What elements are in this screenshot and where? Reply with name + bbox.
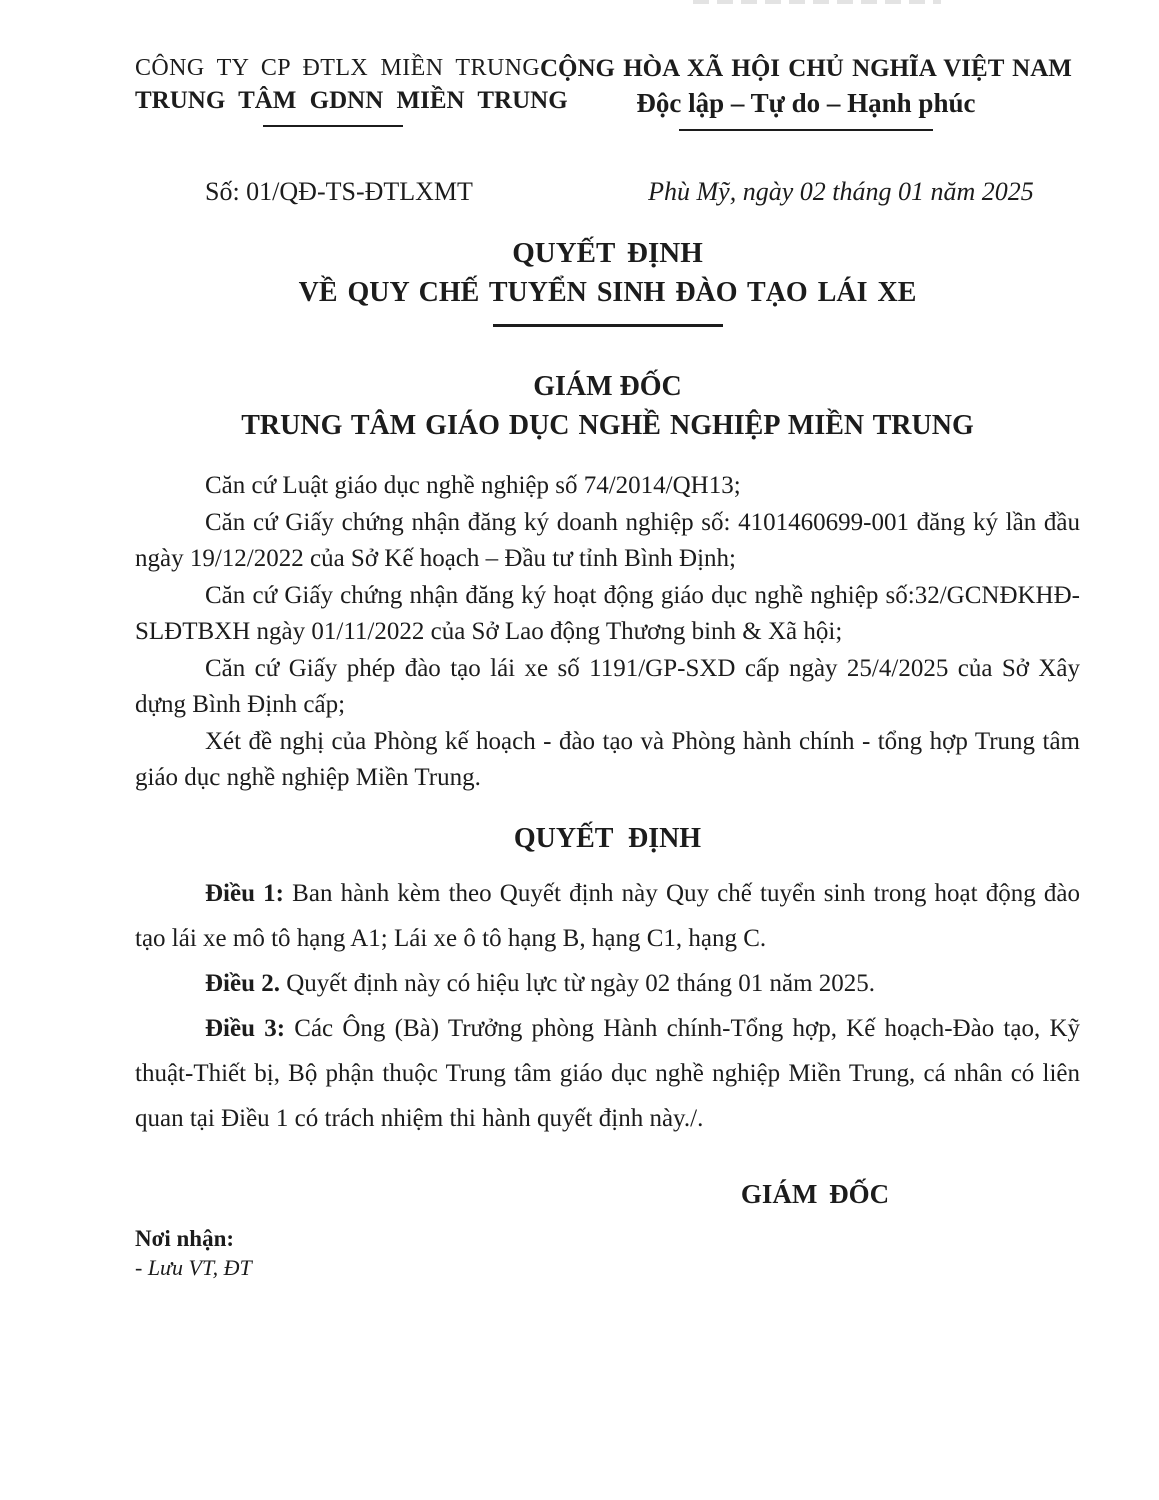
document-subtitle: VỀ QUY CHẾ TUYỂN SINH ĐÀO TẠO LÁI XE	[298, 277, 917, 308]
document-header	[135, 55, 1080, 131]
document-content	[135, 0, 1080, 1281]
org-underline	[263, 125, 403, 127]
recipients-item: - Lưu VT, ĐT	[135, 1254, 252, 1280]
article-label: Điều 1:	[205, 879, 284, 907]
recital-paragraph: Căn cứ Giấy phép đào tạo lái xe số 1191/GP-SXD cấp ngày 25/4/2025 của Sở Xây dựng Bình Định cấp;	[135, 654, 1080, 718]
recital-paragraph: Xét đề nghị của Phòng kế hoạch - đào tạo và Phòng hành chính - tổng hợp Trung tâm giáo dục nghề nghiệp Miền Trung.	[135, 727, 1080, 791]
article-text: Ban hành kèm theo Quyết định này Quy chế tuyển sinh trong hoạt động đào tạo lái xe mô tô hạng A1; Lái xe ô tô hạng B, hạng C1, hạng C.	[135, 879, 1080, 952]
recipients-section	[135, 1226, 1080, 1281]
issuing-org-name: TRUNG TÂM GDNN MIỀN TRUNG	[135, 87, 568, 114]
authority-org-name: TRUNG TÂM GIÁO DỤC NGHỀ NGHIỆP MIỀN TRUNG	[241, 410, 974, 441]
authority-block	[135, 371, 1080, 442]
recitals-section	[135, 468, 1080, 797]
article-text: Các Ông (Bà) Trưởng phòng Hành chính-Tổng hợp, Kế hoạch-Đào tạo, Kỹ thuật-Thiết bị, Bộ phận thuộc Trung tâm giáo dục nghề nghiệp Miền Trung, cá nhân có liên quan tại Điều 1 có trách nhiệm thi hành quyết định này./.	[135, 1014, 1081, 1132]
parent-org-name: CÔNG TY CP ĐTLX MIỀN TRUNG	[135, 55, 541, 81]
place-and-date: Phù Mỹ, ngày 02 tháng 01 năm 2025	[648, 177, 1034, 206]
recital-paragraph: Căn cứ Giấy chứng nhận đăng ký hoạt động giáo dục nghề nghiệp số:32/GCNĐKHĐ-SLĐTBXH ngày 01/11/2022 của Sở Lao động Thương binh & Xã hội;	[135, 581, 1080, 645]
national-title: CỘNG HÒA XÃ HỘI CHỦ NGHĨA VIỆT NAM	[539, 55, 1072, 82]
title-underline	[493, 324, 723, 327]
national-header-block	[532, 55, 1080, 131]
authority-title: GIÁM ĐỐC	[533, 371, 682, 402]
recipients-label: Nơi nhận:	[135, 1225, 235, 1251]
decision-heading: QUYẾT ĐỊNH	[513, 822, 702, 854]
document-number: Số: 01/QĐ-TS-ĐTLXMT	[205, 177, 473, 206]
recital-paragraph: Căn cứ Luật giáo dục nghề nghiệp số 74/2014/QH13;	[205, 472, 741, 499]
meta-row	[135, 177, 1080, 207]
national-motto: Độc lập – Tự do – Hạnh phúc	[636, 88, 976, 118]
article-paragraph	[135, 961, 1080, 1006]
motto-underline	[679, 129, 933, 131]
article-text: Quyết định này có hiệu lực từ ngày 02 tháng 01 năm 2025.	[286, 969, 876, 997]
articles-section	[135, 871, 1080, 1141]
article-label: Điều 3:	[205, 1014, 286, 1042]
signature-title: GIÁM ĐỐC	[740, 1178, 890, 1209]
article-label: Điều 2.	[205, 969, 280, 997]
article-paragraph	[135, 871, 1080, 961]
document-title-block	[135, 237, 1080, 327]
issuing-org-block	[135, 55, 568, 131]
article-paragraph	[135, 1006, 1080, 1141]
document-title: QUYẾT ĐỊNH	[512, 237, 703, 269]
recital-paragraph: Căn cứ Giấy chứng nhận đăng ký doanh nghiệp số: 4101460699-001 đăng ký lần đầu ngày 19/12/2022 của Sở Kế hoạch – Đầu tư tỉnh Bình Định;	[135, 508, 1080, 572]
